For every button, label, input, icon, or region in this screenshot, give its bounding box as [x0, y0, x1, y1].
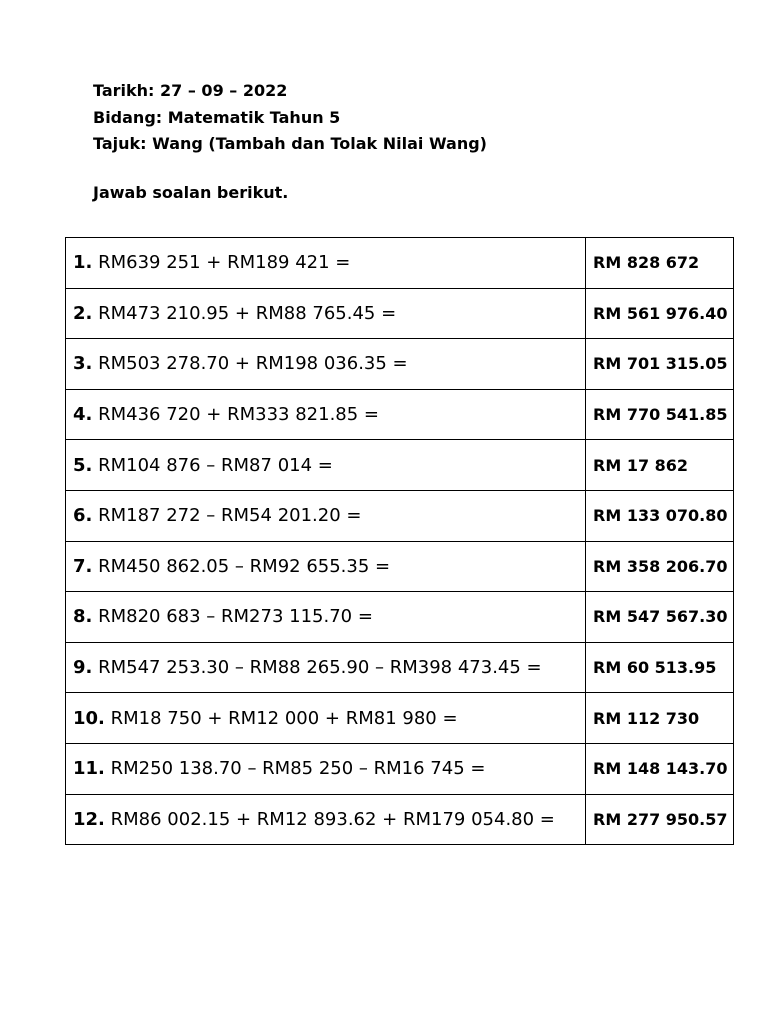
answer-cell: RM 701 315.05 — [586, 339, 734, 390]
answer-cell: RM 133 070.80 — [586, 490, 734, 541]
question-text: RM450 862.05 – RM92 655.35 = — [98, 555, 391, 577]
question-text: RM187 272 – RM54 201.20 = — [98, 505, 362, 527]
table-row — [66, 642, 734, 693]
question-text: RM86 002.15 + RM12 893.62 + RM179 054.80 = — [110, 808, 555, 830]
table-row — [66, 288, 734, 339]
question-number: 9. — [73, 657, 93, 679]
question-cell — [66, 541, 586, 592]
question-text: RM820 683 – RM273 115.70 = — [98, 606, 373, 628]
question-cell — [66, 389, 586, 440]
table-row — [66, 238, 734, 289]
question-cell — [66, 794, 586, 845]
table-row — [66, 490, 734, 541]
question-number: 10. — [73, 707, 105, 729]
topic-line: Tajuk: Wang (Tambah dan Tolak Nilai Wang) — [93, 134, 487, 153]
question-number: 6. — [73, 505, 93, 527]
question-number: 8. — [73, 606, 93, 628]
question-cell — [66, 490, 586, 541]
question-number: 5. — [73, 454, 93, 476]
table-row — [66, 541, 734, 592]
table-row — [66, 339, 734, 390]
question-number: 11. — [73, 758, 105, 780]
answer-cell: RM 770 541.85 — [586, 389, 734, 440]
question-cell — [66, 642, 586, 693]
answer-cell: RM 60 513.95 — [586, 642, 734, 693]
answer-cell: RM 561 976.40 — [586, 288, 734, 339]
date-line: Tarikh: 27 – 09 – 2022 — [93, 81, 288, 100]
question-text: RM436 720 + RM333 821.85 = — [98, 404, 380, 426]
table-row — [66, 794, 734, 845]
question-cell — [66, 693, 586, 744]
question-text: RM250 138.70 – RM85 250 – RM16 745 = — [110, 758, 486, 780]
question-cell — [66, 743, 586, 794]
question-number: 12. — [73, 808, 105, 830]
answer-cell: RM 277 950.57 — [586, 794, 734, 845]
question-number: 7. — [73, 555, 93, 577]
subject-line: Bidang: Matematik Tahun 5 — [93, 107, 341, 127]
answer-cell: RM 547 567.30 — [586, 592, 734, 643]
table-row — [66, 389, 734, 440]
table-row — [66, 440, 734, 491]
question-cell — [66, 238, 586, 289]
question-cell — [66, 592, 586, 643]
question-cell — [66, 440, 586, 491]
question-text: RM547 253.30 – RM88 265.90 – RM398 473.45 = — [98, 657, 542, 679]
answer-cell: RM 17 862 — [586, 440, 734, 491]
question-answer-table — [65, 237, 734, 845]
question-cell — [66, 339, 586, 390]
table-row — [66, 743, 734, 794]
question-number: 2. — [73, 302, 93, 324]
question-number: 4. — [73, 404, 93, 426]
answer-cell: RM 112 730 — [586, 693, 734, 744]
question-number: 3. — [73, 353, 93, 375]
question-text: RM18 750 + RM12 000 + RM81 980 = — [110, 707, 458, 729]
table-row — [66, 592, 734, 643]
question-cell — [66, 288, 586, 339]
answer-cell: RM 358 206.70 — [586, 541, 734, 592]
question-text: RM104 876 – RM87 014 = — [98, 454, 333, 476]
question-text: RM503 278.70 + RM198 036.35 = — [98, 353, 408, 375]
table-row — [66, 693, 734, 744]
answer-cell: RM 828 672 — [586, 238, 734, 289]
answer-cell: RM 148 143.70 — [586, 743, 734, 794]
question-text: RM473 210.95 + RM88 765.45 = — [98, 302, 397, 324]
instruction-text: Jawab soalan berikut. — [93, 183, 289, 202]
question-text: RM639 251 + RM189 421 = — [98, 252, 351, 274]
worksheet-header — [93, 78, 487, 158]
question-number: 1. — [73, 252, 93, 274]
